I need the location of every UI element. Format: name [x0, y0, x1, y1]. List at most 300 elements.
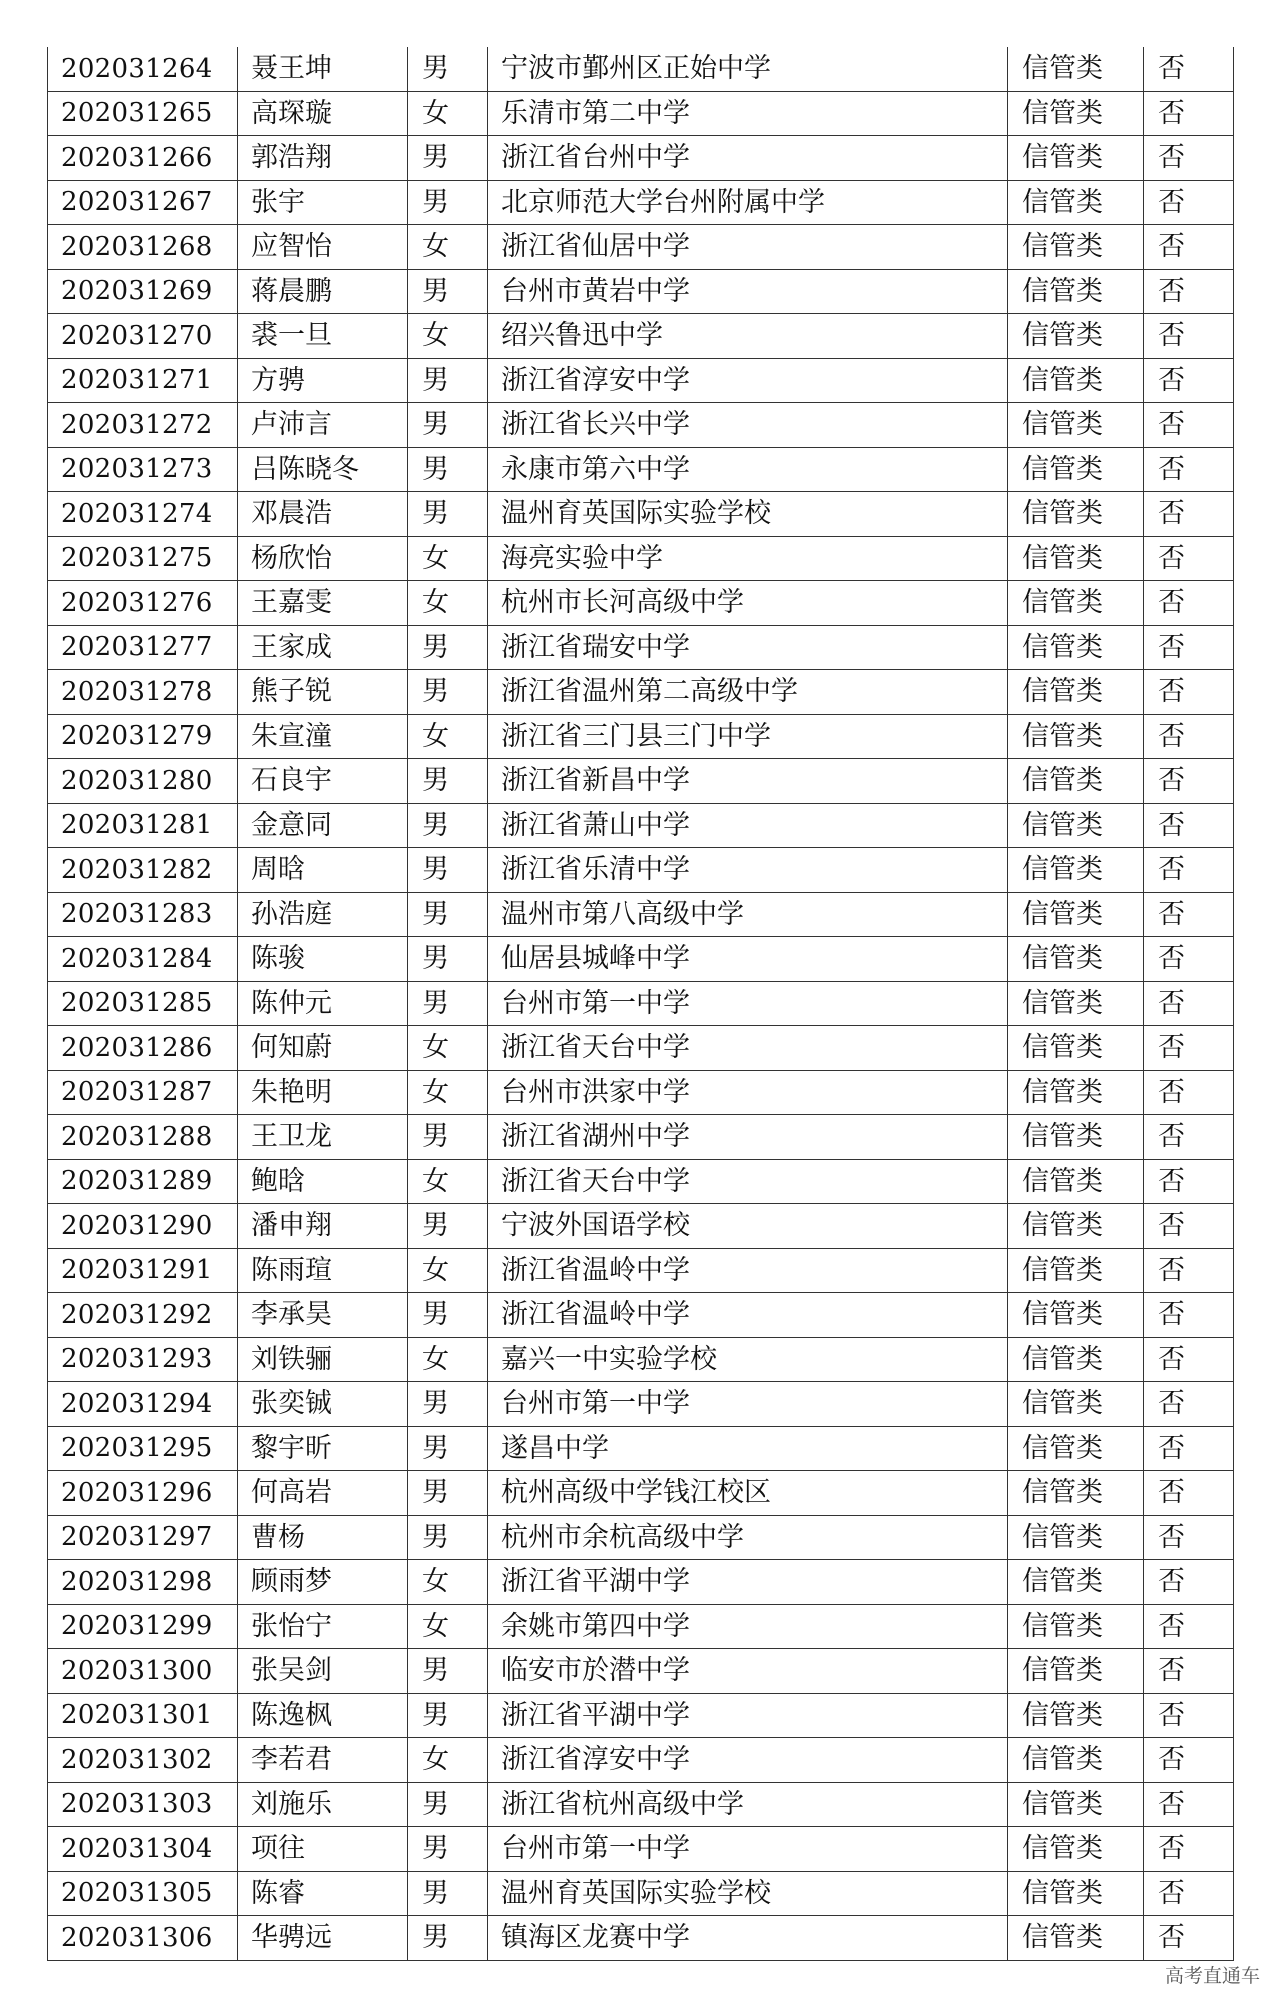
gender-cell: 男	[408, 1693, 488, 1738]
gender-cell: 男	[408, 670, 488, 715]
flag-cell: 否	[1144, 492, 1234, 537]
gender-cell: 男	[408, 625, 488, 670]
table-row	[48, 1426, 1234, 1471]
student-id-cell: 202031272	[48, 403, 238, 448]
school-cell: 浙江省台州中学	[488, 136, 1008, 181]
student-name-cell: 何高岩	[238, 1471, 408, 1516]
student-name-cell: 何知蔚	[238, 1026, 408, 1071]
student-id-cell: 202031279	[48, 714, 238, 759]
category-cell: 信管类	[1008, 1827, 1144, 1872]
table-row	[48, 136, 1234, 181]
school-cell: 永康市第六中学	[488, 447, 1008, 492]
school-cell: 临安市於潜中学	[488, 1649, 1008, 1694]
gender-cell: 女	[408, 1026, 488, 1071]
table-row	[48, 848, 1234, 893]
gender-cell: 男	[408, 1293, 488, 1338]
gender-cell: 女	[408, 1337, 488, 1382]
gender-cell: 女	[408, 1070, 488, 1115]
flag-cell: 否	[1144, 803, 1234, 848]
table-row	[48, 1070, 1234, 1115]
category-cell: 信管类	[1008, 937, 1144, 982]
table-row	[48, 1916, 1234, 1961]
gender-cell: 男	[408, 981, 488, 1026]
student-id-cell: 202031292	[48, 1293, 238, 1338]
student-name-cell: 周晗	[238, 848, 408, 893]
student-name-cell: 方骋	[238, 358, 408, 403]
flag-cell: 否	[1144, 314, 1234, 359]
school-cell: 浙江省新昌中学	[488, 759, 1008, 804]
flag-cell: 否	[1144, 180, 1234, 225]
student-id-cell: 202031274	[48, 492, 238, 537]
student-id-cell: 202031268	[48, 225, 238, 270]
category-cell: 信管类	[1008, 1649, 1144, 1694]
school-cell: 浙江省温州第二高级中学	[488, 670, 1008, 715]
category-cell: 信管类	[1008, 581, 1144, 626]
flag-cell: 否	[1144, 981, 1234, 1026]
student-id-cell: 202031302	[48, 1738, 238, 1783]
school-cell: 杭州市长河高级中学	[488, 581, 1008, 626]
student-id-cell: 202031289	[48, 1159, 238, 1204]
table-row	[48, 269, 1234, 314]
student-id-cell: 202031265	[48, 91, 238, 136]
table-row	[48, 1560, 1234, 1605]
gender-cell: 女	[408, 1248, 488, 1293]
student-id-cell: 202031284	[48, 937, 238, 982]
school-cell: 浙江省天台中学	[488, 1159, 1008, 1204]
school-cell: 乐清市第二中学	[488, 91, 1008, 136]
flag-cell: 否	[1144, 47, 1234, 91]
table-row	[48, 47, 1234, 91]
flag-cell: 否	[1144, 269, 1234, 314]
student-name-cell: 张吴剑	[238, 1649, 408, 1694]
student-name-cell: 华骋远	[238, 1916, 408, 1961]
gender-cell: 男	[408, 447, 488, 492]
category-cell: 信管类	[1008, 803, 1144, 848]
category-cell: 信管类	[1008, 536, 1144, 581]
student-name-cell: 杨欣怡	[238, 536, 408, 581]
category-cell: 信管类	[1008, 314, 1144, 359]
table-body	[48, 47, 1234, 1960]
gender-cell: 男	[408, 1204, 488, 1249]
school-cell: 浙江省平湖中学	[488, 1560, 1008, 1605]
table-row	[48, 625, 1234, 670]
flag-cell: 否	[1144, 1827, 1234, 1872]
table-row	[48, 536, 1234, 581]
table-row	[48, 1782, 1234, 1827]
student-name-cell: 熊子锐	[238, 670, 408, 715]
school-cell: 浙江省长兴中学	[488, 403, 1008, 448]
student-id-cell: 202031281	[48, 803, 238, 848]
gender-cell: 男	[408, 937, 488, 982]
category-cell: 信管类	[1008, 91, 1144, 136]
category-cell: 信管类	[1008, 848, 1144, 893]
gender-cell: 女	[408, 1560, 488, 1605]
school-cell: 杭州市余杭高级中学	[488, 1515, 1008, 1560]
gender-cell: 女	[408, 91, 488, 136]
table-row	[48, 1649, 1234, 1694]
student-name-cell: 黎宇昕	[238, 1426, 408, 1471]
student-name-cell: 王家成	[238, 625, 408, 670]
flag-cell: 否	[1144, 759, 1234, 804]
flag-cell: 否	[1144, 136, 1234, 181]
category-cell: 信管类	[1008, 225, 1144, 270]
table-row	[48, 1515, 1234, 1560]
school-cell: 台州市黄岩中学	[488, 269, 1008, 314]
category-cell: 信管类	[1008, 1070, 1144, 1115]
category-cell: 信管类	[1008, 269, 1144, 314]
gender-cell: 女	[408, 1159, 488, 1204]
flag-cell: 否	[1144, 1693, 1234, 1738]
school-cell: 浙江省湖州中学	[488, 1115, 1008, 1160]
table-row	[48, 981, 1234, 1026]
student-id-cell: 202031303	[48, 1782, 238, 1827]
category-cell: 信管类	[1008, 1560, 1144, 1605]
student-name-cell: 王卫龙	[238, 1115, 408, 1160]
category-cell: 信管类	[1008, 759, 1144, 804]
school-cell: 浙江省淳安中学	[488, 1738, 1008, 1783]
table-row	[48, 937, 1234, 982]
student-name-cell: 金意同	[238, 803, 408, 848]
school-cell: 浙江省温岭中学	[488, 1293, 1008, 1338]
table-row	[48, 1293, 1234, 1338]
category-cell: 信管类	[1008, 136, 1144, 181]
flag-cell: 否	[1144, 1471, 1234, 1516]
student-id-cell: 202031273	[48, 447, 238, 492]
table-row	[48, 1604, 1234, 1649]
school-cell: 浙江省三门县三门中学	[488, 714, 1008, 759]
gender-cell: 男	[408, 1382, 488, 1427]
school-cell: 遂昌中学	[488, 1426, 1008, 1471]
student-id-cell: 202031286	[48, 1026, 238, 1071]
table-row	[48, 581, 1234, 626]
school-cell: 浙江省温岭中学	[488, 1248, 1008, 1293]
flag-cell: 否	[1144, 1515, 1234, 1560]
table-row	[48, 1471, 1234, 1516]
table-row	[48, 358, 1234, 403]
flag-cell: 否	[1144, 1070, 1234, 1115]
school-cell: 浙江省杭州高级中学	[488, 1782, 1008, 1827]
gender-cell: 女	[408, 536, 488, 581]
flag-cell: 否	[1144, 1426, 1234, 1471]
student-name-cell: 陈睿	[238, 1871, 408, 1916]
flag-cell: 否	[1144, 1115, 1234, 1160]
school-cell: 宁波市鄞州区正始中学	[488, 47, 1008, 91]
category-cell: 信管类	[1008, 1693, 1144, 1738]
student-name-cell: 张宇	[238, 180, 408, 225]
category-cell: 信管类	[1008, 492, 1144, 537]
gender-cell: 男	[408, 1916, 488, 1961]
category-cell: 信管类	[1008, 1293, 1144, 1338]
category-cell: 信管类	[1008, 447, 1144, 492]
table-row	[48, 1693, 1234, 1738]
student-id-cell: 202031278	[48, 670, 238, 715]
student-id-cell: 202031291	[48, 1248, 238, 1293]
watermark-label: 高考直通车	[1164, 1965, 1260, 1987]
student-id-cell: 202031290	[48, 1204, 238, 1249]
student-id-cell: 202031270	[48, 314, 238, 359]
student-id-cell: 202031277	[48, 625, 238, 670]
flag-cell: 否	[1144, 937, 1234, 982]
student-id-cell: 202031276	[48, 581, 238, 626]
category-cell: 信管类	[1008, 1871, 1144, 1916]
school-cell: 浙江省萧山中学	[488, 803, 1008, 848]
gender-cell: 男	[408, 358, 488, 403]
student-id-cell: 202031267	[48, 180, 238, 225]
table-row	[48, 1382, 1234, 1427]
student-name-cell: 刘铁骊	[238, 1337, 408, 1382]
gender-cell: 女	[408, 581, 488, 626]
table-row	[48, 403, 1234, 448]
student-id-cell: 202031269	[48, 269, 238, 314]
student-name-cell: 陈逸枫	[238, 1693, 408, 1738]
student-id-cell: 202031285	[48, 981, 238, 1026]
student-name-cell: 朱艳明	[238, 1070, 408, 1115]
student-name-cell: 王嘉雯	[238, 581, 408, 626]
student-name-cell: 项往	[238, 1827, 408, 1872]
table-row	[48, 225, 1234, 270]
table-row	[48, 670, 1234, 715]
gender-cell: 男	[408, 803, 488, 848]
flag-cell: 否	[1144, 1293, 1234, 1338]
student-id-cell: 202031293	[48, 1337, 238, 1382]
student-id-cell: 202031298	[48, 1560, 238, 1605]
admission-list-table	[47, 47, 1234, 1961]
table-row	[48, 1115, 1234, 1160]
gender-cell: 女	[408, 1604, 488, 1649]
gender-cell: 男	[408, 1515, 488, 1560]
table-row	[48, 180, 1234, 225]
student-name-cell: 张怡宁	[238, 1604, 408, 1649]
gender-cell: 男	[408, 1426, 488, 1471]
table-row	[48, 1204, 1234, 1249]
category-cell: 信管类	[1008, 1782, 1144, 1827]
category-cell: 信管类	[1008, 1471, 1144, 1516]
student-name-cell: 郭浩翔	[238, 136, 408, 181]
student-id-cell: 202031304	[48, 1827, 238, 1872]
school-cell: 余姚市第四中学	[488, 1604, 1008, 1649]
student-name-cell: 顾雨梦	[238, 1560, 408, 1605]
school-cell: 仙居县城峰中学	[488, 937, 1008, 982]
gender-cell: 女	[408, 714, 488, 759]
school-cell: 温州育英国际实验学校	[488, 492, 1008, 537]
student-name-cell: 潘申翔	[238, 1204, 408, 1249]
flag-cell: 否	[1144, 714, 1234, 759]
student-name-cell: 石良宇	[238, 759, 408, 804]
gender-cell: 男	[408, 848, 488, 893]
flag-cell: 否	[1144, 1782, 1234, 1827]
category-cell: 信管类	[1008, 358, 1144, 403]
category-cell: 信管类	[1008, 670, 1144, 715]
gender-cell: 男	[408, 892, 488, 937]
gender-cell: 男	[408, 1649, 488, 1694]
gender-cell: 男	[408, 1471, 488, 1516]
school-cell: 浙江省天台中学	[488, 1026, 1008, 1071]
category-cell: 信管类	[1008, 892, 1144, 937]
category-cell: 信管类	[1008, 1204, 1144, 1249]
student-name-cell: 刘施乐	[238, 1782, 408, 1827]
student-id-cell: 202031305	[48, 1871, 238, 1916]
student-name-cell: 孙浩庭	[238, 892, 408, 937]
student-name-cell: 鲍晗	[238, 1159, 408, 1204]
gender-cell: 女	[408, 314, 488, 359]
gender-cell: 男	[408, 269, 488, 314]
category-cell: 信管类	[1008, 403, 1144, 448]
category-cell: 信管类	[1008, 1248, 1144, 1293]
flag-cell: 否	[1144, 581, 1234, 626]
flag-cell: 否	[1144, 1248, 1234, 1293]
student-name-cell: 应智怡	[238, 225, 408, 270]
school-cell: 嘉兴一中实验学校	[488, 1337, 1008, 1382]
table-row	[48, 1871, 1234, 1916]
gender-cell: 女	[408, 225, 488, 270]
category-cell: 信管类	[1008, 180, 1144, 225]
category-cell: 信管类	[1008, 1382, 1144, 1427]
flag-cell: 否	[1144, 536, 1234, 581]
student-id-cell: 202031296	[48, 1471, 238, 1516]
school-cell: 北京师范大学台州附属中学	[488, 180, 1008, 225]
flag-cell: 否	[1144, 1871, 1234, 1916]
category-cell: 信管类	[1008, 1026, 1144, 1071]
school-cell: 宁波外国语学校	[488, 1204, 1008, 1249]
gender-cell: 男	[408, 759, 488, 804]
student-name-cell: 李若君	[238, 1738, 408, 1783]
school-cell: 浙江省仙居中学	[488, 225, 1008, 270]
table-row	[48, 492, 1234, 537]
gender-cell: 男	[408, 403, 488, 448]
school-cell: 海亮实验中学	[488, 536, 1008, 581]
school-cell: 台州市第一中学	[488, 1827, 1008, 1872]
student-id-cell: 202031295	[48, 1426, 238, 1471]
flag-cell: 否	[1144, 91, 1234, 136]
table-row	[48, 714, 1234, 759]
student-name-cell: 曹杨	[238, 1515, 408, 1560]
student-id-cell: 202031264	[48, 47, 238, 91]
gender-cell: 男	[408, 1115, 488, 1160]
category-cell: 信管类	[1008, 981, 1144, 1026]
table-row	[48, 759, 1234, 804]
category-cell: 信管类	[1008, 1159, 1144, 1204]
flag-cell: 否	[1144, 225, 1234, 270]
flag-cell: 否	[1144, 1560, 1234, 1605]
student-id-cell: 202031297	[48, 1515, 238, 1560]
gender-cell: 男	[408, 180, 488, 225]
student-id-cell: 202031283	[48, 892, 238, 937]
student-name-cell: 聂王坤	[238, 47, 408, 91]
student-name-cell: 陈雨瑄	[238, 1248, 408, 1293]
table-row	[48, 91, 1234, 136]
category-cell: 信管类	[1008, 1515, 1144, 1560]
school-cell: 浙江省平湖中学	[488, 1693, 1008, 1738]
gender-cell: 女	[408, 1738, 488, 1783]
table-row	[48, 447, 1234, 492]
category-cell: 信管类	[1008, 1604, 1144, 1649]
student-name-cell: 蒋晨鹏	[238, 269, 408, 314]
student-name-cell: 裘一旦	[238, 314, 408, 359]
student-name-cell: 陈骏	[238, 937, 408, 982]
table-row	[48, 1738, 1234, 1783]
flag-cell: 否	[1144, 625, 1234, 670]
flag-cell: 否	[1144, 1738, 1234, 1783]
table-row	[48, 1337, 1234, 1382]
table-row	[48, 1026, 1234, 1071]
table-row	[48, 1827, 1234, 1872]
student-id-cell: 202031275	[48, 536, 238, 581]
category-cell: 信管类	[1008, 1337, 1144, 1382]
gender-cell: 男	[408, 1827, 488, 1872]
table-row	[48, 892, 1234, 937]
student-id-cell: 202031288	[48, 1115, 238, 1160]
school-cell: 杭州高级中学钱江校区	[488, 1471, 1008, 1516]
table-row	[48, 314, 1234, 359]
category-cell: 信管类	[1008, 1916, 1144, 1961]
flag-cell: 否	[1144, 892, 1234, 937]
school-cell: 绍兴鲁迅中学	[488, 314, 1008, 359]
school-cell: 浙江省淳安中学	[488, 358, 1008, 403]
student-id-cell: 202031294	[48, 1382, 238, 1427]
flag-cell: 否	[1144, 1649, 1234, 1694]
student-name-cell: 邓晨浩	[238, 492, 408, 537]
gender-cell: 男	[408, 1782, 488, 1827]
flag-cell: 否	[1144, 1604, 1234, 1649]
table-row	[48, 803, 1234, 848]
student-id-cell: 202031287	[48, 1070, 238, 1115]
flag-cell: 否	[1144, 848, 1234, 893]
student-id-cell: 202031271	[48, 358, 238, 403]
flag-cell: 否	[1144, 1337, 1234, 1382]
flag-cell: 否	[1144, 447, 1234, 492]
student-id-cell: 202031300	[48, 1649, 238, 1694]
student-id-cell: 202031301	[48, 1693, 238, 1738]
category-cell: 信管类	[1008, 714, 1144, 759]
flag-cell: 否	[1144, 358, 1234, 403]
table-row	[48, 1248, 1234, 1293]
flag-cell: 否	[1144, 403, 1234, 448]
flag-cell: 否	[1144, 1382, 1234, 1427]
gender-cell: 男	[408, 492, 488, 537]
student-name-cell: 李承昊	[238, 1293, 408, 1338]
gender-cell: 男	[408, 136, 488, 181]
school-cell: 浙江省乐清中学	[488, 848, 1008, 893]
student-id-cell: 202031282	[48, 848, 238, 893]
category-cell: 信管类	[1008, 625, 1144, 670]
student-name-cell: 吕陈晓冬	[238, 447, 408, 492]
school-cell: 台州市第一中学	[488, 1382, 1008, 1427]
student-name-cell: 卢沛言	[238, 403, 408, 448]
flag-cell: 否	[1144, 1159, 1234, 1204]
category-cell: 信管类	[1008, 1426, 1144, 1471]
school-cell: 浙江省瑞安中学	[488, 625, 1008, 670]
school-cell: 台州市第一中学	[488, 981, 1008, 1026]
student-id-cell: 202031266	[48, 136, 238, 181]
flag-cell: 否	[1144, 1916, 1234, 1961]
gender-cell: 男	[408, 1871, 488, 1916]
student-name-cell: 陈仲元	[238, 981, 408, 1026]
flag-cell: 否	[1144, 1026, 1234, 1071]
category-cell: 信管类	[1008, 1115, 1144, 1160]
category-cell: 信管类	[1008, 47, 1144, 91]
school-cell: 镇海区龙赛中学	[488, 1916, 1008, 1961]
student-id-cell: 202031306	[48, 1916, 238, 1961]
flag-cell: 否	[1144, 670, 1234, 715]
flag-cell: 否	[1144, 1204, 1234, 1249]
table-row	[48, 1159, 1234, 1204]
student-name-cell: 朱宣潼	[238, 714, 408, 759]
student-name-cell: 高琛璇	[238, 91, 408, 136]
category-cell: 信管类	[1008, 1738, 1144, 1783]
school-cell: 温州市第八高级中学	[488, 892, 1008, 937]
student-id-cell: 202031280	[48, 759, 238, 804]
student-name-cell: 张奕铖	[238, 1382, 408, 1427]
